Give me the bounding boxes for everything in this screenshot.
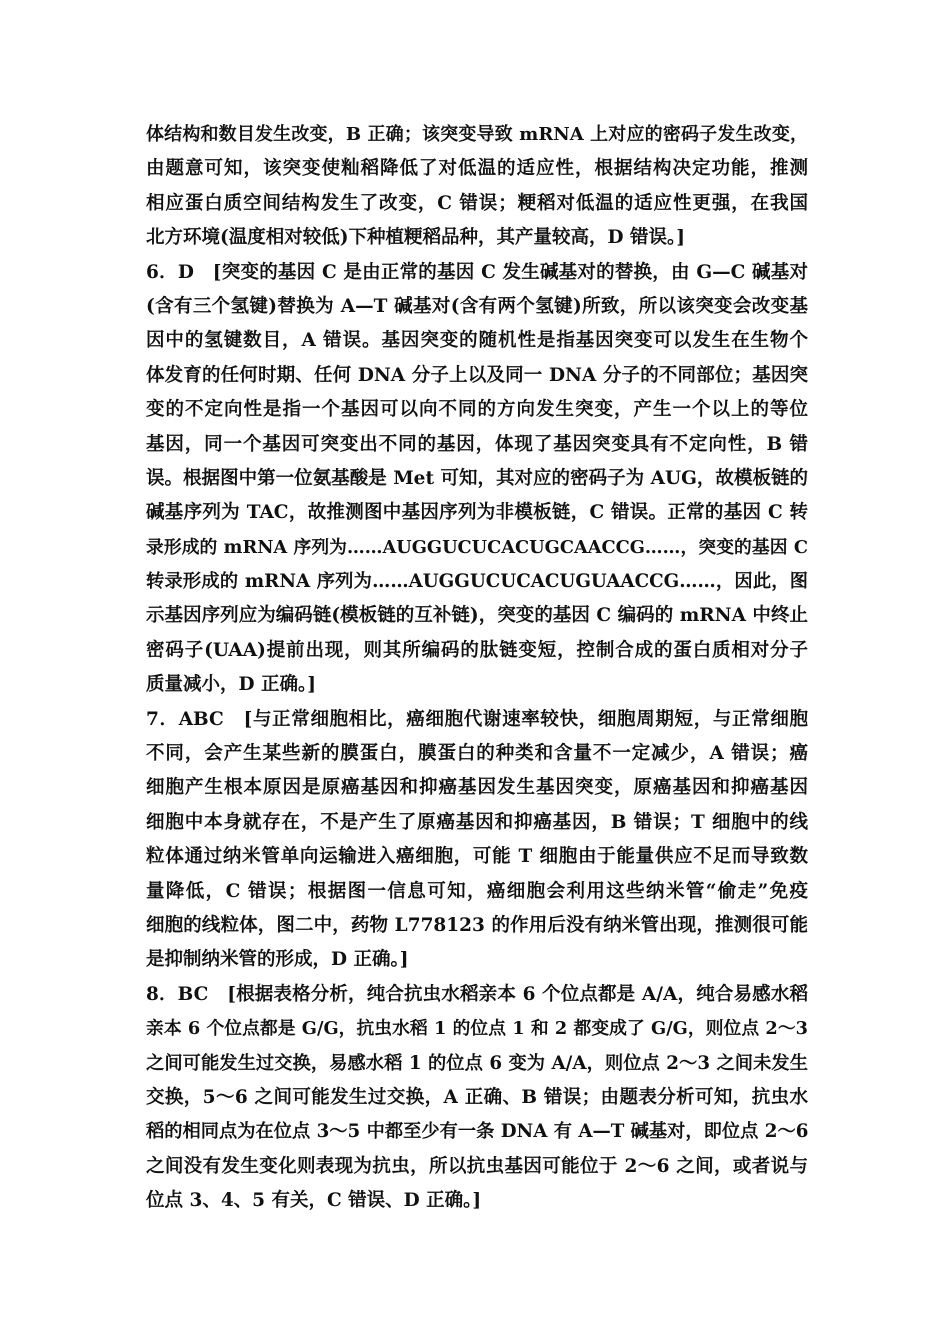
text-line: 是抑制纳米管的形成，D 正确。] (146, 949, 409, 971)
text-line: 体结构和数目发生改变，B 正确；该突变导致 mRNA 上对应的密码子发生改变， (146, 124, 808, 145)
text-line: 因中的氢键数目，A 错误。基因突变的随机性是指基因突变可以发生在生物个 (146, 330, 808, 352)
text-line: 位点 3、4、5 有关，C 错误、D 正确。] (146, 1190, 482, 1212)
text-line: 亲本 6 个位点都是 G/G，抗虫水稻 1 的位点 1 和 2 都变成了 G/G，则位点 2～3 (146, 1018, 808, 1040)
text-line: 细胞中本身就存在，不是产生了原癌基因和抑癌基因，B 错误；T 细胞中的线 (146, 811, 808, 833)
text-line: 示基因序列应为编码链(模板链的互补链)，突变的基因 C 编码的 mRNA 中终止 (146, 605, 808, 627)
text-line: 之间没有发生变化则表现为抗虫，所以抗虫基因可能位于 2～6 之间，或者说与 (146, 1155, 808, 1177)
text-line: 变的不定向性是指一个基因可以向不同的方向发生突变，产生一个以上的等位 (146, 399, 808, 421)
text-line: (含有三个氢键)替换为 A—T 碱基对(含有两个氢键)所致，所以该突变会改变基 (146, 295, 808, 317)
answer-7-line: 7．ABC [与正常细胞相比，癌细胞代谢速率较快，细胞周期短，与正常细胞 (146, 708, 808, 730)
text-line: 北方环境(温度相对较低)下种植粳稻品种，其产量较高，D 错误。] (146, 227, 685, 249)
text-line: 质量减小，D 正确。] (146, 674, 316, 696)
text-line: 转录形成的 mRNA 序列为……AUGGUCUCACUGUAACCG……，因此，图 (146, 571, 808, 593)
answer-text-block (146, 118, 808, 1219)
text-line: 由题意可知，该突变使籼稻降低了对低温的适应性，根据结构决定功能，推测 (146, 158, 808, 180)
text-line: 误。根据图中第一位氨基酸是 Met 可知，其对应的密码子为 AUG，故模板链的 (146, 467, 808, 489)
text-line: 密码子(UAA)提前出现，则其所编码的肽链变短，控制合成的蛋白质相对分子 (146, 639, 808, 661)
text-line: 量降低，C 错误；根据图一信息可知，癌细胞会利用这些纳米管“偷走”免疫 (146, 880, 808, 902)
text-line: 录形成的 mRNA 序列为……AUGGUCUCACUGCAACCG……，突变的基因 C (146, 536, 808, 558)
text-line: 基因，同一个基因可突变出不同的基因，体现了基因突变具有不定向性，B 错 (146, 433, 808, 455)
text-line: 不同，会产生某些新的膜蛋白，膜蛋白的种类和含量不一定减少，A 错误；癌 (146, 743, 808, 765)
text-line: 碱基序列为 TAC，故推测图中基因序列为非模板链，C 错误。正常的基因 C 转 (146, 502, 808, 524)
text-line: 稻的相同点为在位点 3～5 中都至少有一条 DNA 有 A—T 碱基对，即位点 2～6 (146, 1121, 808, 1143)
text-line: 细胞的线粒体，图二中，药物 L778123 的作用后没有纳米管出现，推测很可能 (146, 914, 808, 936)
text-line: 粒体通过纳米管单向运输进入癌细胞，可能 T 细胞由于能量供应不足而导致数 (146, 846, 808, 868)
text-line: 相应蛋白质空间结构发生了改变，C 错误；粳稻对低温的适应性更强，在我国 (146, 192, 808, 214)
answer-6-line: 6．D [突变的基因 C 是由正常的基因 C 发生碱基对的替换，由 G—C 碱基对 (146, 261, 808, 283)
text-line: 交换，5～6 之间可能发生过交换，A 正确、B 错误；由题表分析可知，抗虫水 (146, 1086, 808, 1108)
text-line: 体发育的任何时期、任何 DNA 分子上以及同一 DNA 分子的不同部位；基因突 (146, 364, 808, 386)
answer-8-line: 8．BC [根据表格分析，纯合抗虫水稻亲本 6 个位点都是 A/A，纯合易感水稻 (146, 983, 808, 1005)
text-line: 之间可能发生过交换，易感水稻 1 的位点 6 变为 A/A，则位点 2～3 之间未发生 (146, 1052, 808, 1074)
text-line: 细胞产生根本原因是原癌基因和抑癌基因发生基因突变，原癌基因和抑癌基因 (146, 777, 808, 799)
